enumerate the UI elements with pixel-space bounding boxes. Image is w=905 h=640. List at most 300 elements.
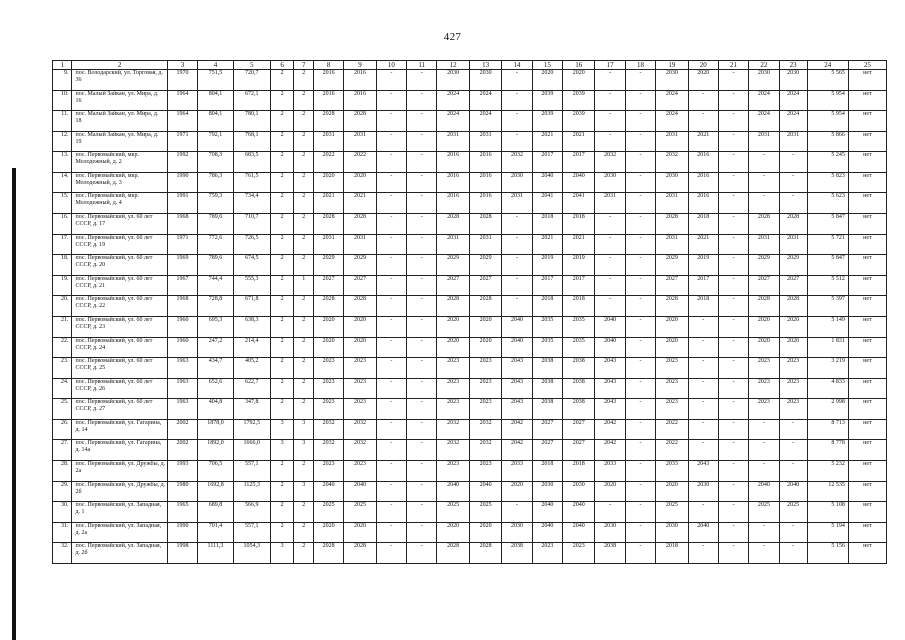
cell-hot-water: 2018 xyxy=(562,296,594,317)
cell-heat-supply: 2027 xyxy=(469,275,501,296)
cell-sewerage: 2038 xyxy=(595,543,625,564)
cell-elevator: - xyxy=(625,152,655,173)
cell-living-area: 683,5 xyxy=(233,152,270,173)
cell-cold-water-meter: - xyxy=(749,522,779,543)
cell-heat-meter: - xyxy=(688,440,718,461)
cell-hot-water-meter: - xyxy=(779,172,807,193)
cell-cold-water-meter: 2023 xyxy=(749,399,779,420)
cell-total-area: 789,6 xyxy=(198,214,234,235)
cell-floors: 3 xyxy=(270,440,294,461)
cell-address: пос. Малый Зайкан, ул. Мира, д. 19 xyxy=(72,131,167,152)
cell-gas-meter: - xyxy=(718,481,748,502)
cell-cold-water: 2023 xyxy=(532,543,562,564)
cell-floors: 2 xyxy=(270,337,294,358)
cell-metering-units: 2022 xyxy=(656,419,688,440)
table-row xyxy=(53,131,887,152)
cell-cold-water: 2041 xyxy=(532,193,562,214)
cell-facade-repair: 2023 xyxy=(344,399,376,420)
cell-floors: 2 xyxy=(270,316,294,337)
cell-metering-units: 2027 xyxy=(656,275,688,296)
cell-roof-repair: 2032 xyxy=(313,440,343,461)
cell-sewerage: 2042 xyxy=(595,440,625,461)
cell-row-number: 30. xyxy=(53,502,72,523)
table-row xyxy=(53,358,887,379)
cell-hot-water: 2038 xyxy=(562,358,594,379)
cell-total-area: 1892,0 xyxy=(198,440,234,461)
cell-cold-water-meter: 2020 xyxy=(749,337,779,358)
cell-cultural-heritage: нет xyxy=(848,131,886,152)
cell-roof-repair: 2020 xyxy=(313,172,343,193)
cell-facade-repair: 2020 xyxy=(344,316,376,337)
cell-row-number: 16. xyxy=(53,214,72,235)
cell-gas-meter: - xyxy=(718,358,748,379)
cell-floors: 2 xyxy=(270,481,294,502)
cell-hot-water-meter: 2023 xyxy=(779,378,807,399)
cell-facade-repair: 2027 xyxy=(344,275,376,296)
cell-year-built: 1965 xyxy=(167,502,197,523)
cell-heat-meter: 2016 xyxy=(688,172,718,193)
cell-hot-water-meter: - xyxy=(779,460,807,481)
cell-foundation-repair: - xyxy=(407,152,437,173)
cell-cultural-heritage: нет xyxy=(848,481,886,502)
cell-hot-water: 2030 xyxy=(562,481,594,502)
table-row xyxy=(53,234,887,255)
cell-gas-meter: - xyxy=(718,90,748,111)
cell-cold-water-meter: 2028 xyxy=(749,214,779,235)
cell-cost: 5 721 xyxy=(807,234,848,255)
cell-metering-units: 2023 xyxy=(656,358,688,379)
cell-electric-supply: 2032 xyxy=(437,440,469,461)
cell-cold-water: 2038 xyxy=(532,358,562,379)
cell-heat-meter: - xyxy=(688,90,718,111)
cell-gas-meter: - xyxy=(718,214,748,235)
cell-foundation-repair: - xyxy=(407,337,437,358)
cell-foundation-repair: - xyxy=(407,70,437,91)
cell-hot-water: 2017 xyxy=(562,275,594,296)
cell-entrances: 3 xyxy=(294,481,313,502)
cell-gas-supply: 2043 xyxy=(502,399,532,420)
cell-sewerage: - xyxy=(595,275,625,296)
cell-cold-water-meter: 2030 xyxy=(749,70,779,91)
column-number-17: 17 xyxy=(595,61,625,70)
cell-metering-units: 2020 xyxy=(656,316,688,337)
cell-living-area: 1054,3 xyxy=(233,543,270,564)
cell-cost: 8 778 xyxy=(807,440,848,461)
cell-cold-water-meter: - xyxy=(749,419,779,440)
table-row xyxy=(53,460,887,481)
cell-entrances: 2 xyxy=(294,378,313,399)
cell-basement-repair: - xyxy=(376,234,406,255)
cell-roof-repair: 2016 xyxy=(313,90,343,111)
cell-roof-repair: 2023 xyxy=(313,378,343,399)
cell-sewerage: - xyxy=(595,255,625,276)
cell-gas-supply: - xyxy=(502,502,532,523)
cell-total-area: 772,6 xyxy=(198,234,234,255)
cell-year-built: 1960 xyxy=(167,337,197,358)
cell-year-built: 1963 xyxy=(167,358,197,379)
cell-gas-meter: - xyxy=(718,378,748,399)
cell-hot-water: 2019 xyxy=(562,255,594,276)
cell-cost: 5 149 xyxy=(807,316,848,337)
column-number-5: 5 xyxy=(233,61,270,70)
cell-year-built: 1960 xyxy=(167,316,197,337)
cell-heat-supply: 2020 xyxy=(469,316,501,337)
cell-floors: 2 xyxy=(270,296,294,317)
cell-roof-repair: 2028 xyxy=(313,111,343,132)
column-number-13: 13 xyxy=(469,61,501,70)
cell-total-area: 804,1 xyxy=(198,111,234,132)
cell-metering-units: 2030 xyxy=(656,522,688,543)
cell-cost: 5 866 xyxy=(807,131,848,152)
cell-electric-supply: 2016 xyxy=(437,152,469,173)
cell-entrances: 2 xyxy=(294,90,313,111)
cell-total-area: 792,1 xyxy=(198,131,234,152)
cell-entrances: 1 xyxy=(294,275,313,296)
table-row xyxy=(53,111,887,132)
cell-cost: 5 156 xyxy=(807,543,848,564)
cell-address: пос. Первомайский, ул. 60 лет СССР, д. 20 xyxy=(72,255,167,276)
cell-address: пос. Первомайский, ул. 60 лет СССР, д. 21 xyxy=(72,275,167,296)
cell-total-area: 706,5 xyxy=(198,460,234,481)
cell-roof-repair: 2028 xyxy=(313,296,343,317)
cell-cold-water-meter: - xyxy=(749,193,779,214)
cell-hot-water: 2017 xyxy=(562,152,594,173)
cell-elevator: - xyxy=(625,522,655,543)
cell-electric-supply: 2023 xyxy=(437,358,469,379)
cell-total-area: 708,3 xyxy=(198,152,234,173)
cell-address: пос. Первомайский, ул. Гагарина, д. 14а xyxy=(72,440,167,461)
cell-floors: 2 xyxy=(270,378,294,399)
table-row xyxy=(53,316,887,337)
cell-electric-supply: 2029 xyxy=(437,255,469,276)
column-number-24: 24 xyxy=(807,61,848,70)
cell-row-number: 32. xyxy=(53,543,72,564)
cell-metering-units: 2025 xyxy=(656,502,688,523)
cell-heat-supply: 2031 xyxy=(469,131,501,152)
table-body xyxy=(53,70,887,564)
table-row xyxy=(53,440,887,461)
cell-heat-meter: 2018 xyxy=(688,296,718,317)
cell-gas-meter: - xyxy=(718,337,748,358)
cell-heat-meter: 2043 xyxy=(688,460,718,481)
cell-hot-water: 2018 xyxy=(562,214,594,235)
cell-roof-repair: 2032 xyxy=(313,419,343,440)
table-row xyxy=(53,193,887,214)
cell-elevator: - xyxy=(625,502,655,523)
cell-year-built: 2002 xyxy=(167,440,197,461)
cell-year-built: 1970 xyxy=(167,70,197,91)
cell-electric-supply: 2031 xyxy=(437,234,469,255)
cell-gas-meter: - xyxy=(718,399,748,420)
cell-year-built: 1968 xyxy=(167,296,197,317)
cell-gas-meter: - xyxy=(718,255,748,276)
cell-row-number: 29. xyxy=(53,481,72,502)
cell-floors: 2 xyxy=(270,214,294,235)
cell-basement-repair: - xyxy=(376,296,406,317)
cell-basement-repair: - xyxy=(376,419,406,440)
cell-sewerage: 2033 xyxy=(595,460,625,481)
table-row xyxy=(53,172,887,193)
cell-roof-repair: 2016 xyxy=(313,70,343,91)
cell-living-area: 566,9 xyxy=(233,502,270,523)
cell-cold-water-meter: 2023 xyxy=(749,358,779,379)
cell-heat-meter: 2021 xyxy=(688,131,718,152)
cell-cold-water: 2039 xyxy=(532,111,562,132)
cell-heat-meter: - xyxy=(688,358,718,379)
cell-row-number: 27. xyxy=(53,440,72,461)
cell-address: пос. Первомайский, ул. 60 лет СССР, д. 24 xyxy=(72,337,167,358)
cell-roof-repair: 2023 xyxy=(313,358,343,379)
column-number-15: 15 xyxy=(532,61,562,70)
cell-heat-supply: 2029 xyxy=(469,255,501,276)
column-number-23: 23 xyxy=(779,61,807,70)
cell-gas-meter: - xyxy=(718,172,748,193)
cell-foundation-repair: - xyxy=(407,131,437,152)
cell-cost: 5 847 xyxy=(807,214,848,235)
cell-gas-supply: - xyxy=(502,90,532,111)
cell-row-number: 17. xyxy=(53,234,72,255)
cell-elevator: - xyxy=(625,70,655,91)
cell-roof-repair: 2028 xyxy=(313,543,343,564)
cell-heat-meter: 2019 xyxy=(688,255,718,276)
cell-floors: 2 xyxy=(270,90,294,111)
cell-cold-water-meter: - xyxy=(749,543,779,564)
cell-electric-supply: 2028 xyxy=(437,543,469,564)
cell-elevator: - xyxy=(625,460,655,481)
cell-foundation-repair: - xyxy=(407,214,437,235)
cell-address: пос. Первомайский, мкр. Молодежный, д. 3 xyxy=(72,172,167,193)
cell-basement-repair: - xyxy=(376,522,406,543)
cell-cost: 3 219 xyxy=(807,358,848,379)
column-number-11: 11 xyxy=(407,61,437,70)
cell-address: пос. Первомайский, ул. 60 лет СССР, д. 27 xyxy=(72,399,167,420)
cell-row-number: 26. xyxy=(53,419,72,440)
cell-hot-water-meter: 2040 xyxy=(779,481,807,502)
column-number-16: 16 xyxy=(562,61,594,70)
cell-basement-repair: - xyxy=(376,337,406,358)
cell-electric-supply: 2032 xyxy=(437,419,469,440)
column-number-21: 21 xyxy=(718,61,748,70)
cell-heat-supply: 2040 xyxy=(469,481,501,502)
cell-heat-meter: 2040 xyxy=(688,522,718,543)
table-row xyxy=(53,214,887,235)
cell-hot-water-meter: 2020 xyxy=(779,337,807,358)
cell-hot-water: 2040 xyxy=(562,522,594,543)
cell-elevator: - xyxy=(625,399,655,420)
cell-cold-water-meter: 2029 xyxy=(749,255,779,276)
cell-year-built: 1967 xyxy=(167,275,197,296)
cell-heat-meter: - xyxy=(688,316,718,337)
cell-cold-water-meter: - xyxy=(749,172,779,193)
cell-gas-meter: - xyxy=(718,131,748,152)
cell-heat-meter: 2016 xyxy=(688,193,718,214)
cell-sewerage: - xyxy=(595,70,625,91)
cell-metering-units: 2018 xyxy=(656,543,688,564)
cell-hot-water: 2038 xyxy=(562,399,594,420)
cell-cold-water-meter: - xyxy=(749,152,779,173)
cell-cold-water: 2040 xyxy=(532,172,562,193)
cell-entrances: 2 xyxy=(294,214,313,235)
cell-foundation-repair: - xyxy=(407,378,437,399)
cell-total-area: 751,5 xyxy=(198,70,234,91)
cell-year-built: 1991 xyxy=(167,193,197,214)
cell-cost: 5 232 xyxy=(807,460,848,481)
cell-hot-water-meter: 2030 xyxy=(779,70,807,91)
cell-facade-repair: 2032 xyxy=(344,419,376,440)
cell-cultural-heritage: нет xyxy=(848,399,886,420)
column-number-19: 19 xyxy=(656,61,688,70)
cell-year-built: 2002 xyxy=(167,419,197,440)
cell-cost: 2 998 xyxy=(807,399,848,420)
cell-heat-supply: 2032 xyxy=(469,419,501,440)
cell-cost: 5 823 xyxy=(807,172,848,193)
cell-gas-meter: - xyxy=(718,152,748,173)
cell-cold-water-meter: - xyxy=(749,460,779,481)
cell-electric-supply: 2020 xyxy=(437,316,469,337)
cell-foundation-repair: - xyxy=(407,193,437,214)
cell-metering-units: 2024 xyxy=(656,111,688,132)
cell-sewerage: 2030 xyxy=(595,172,625,193)
cell-entrances: 2 xyxy=(294,131,313,152)
cell-entrances: 2 xyxy=(294,399,313,420)
cell-gas-meter: - xyxy=(718,522,748,543)
cell-gas-meter: - xyxy=(718,419,748,440)
cell-cold-water: 2035 xyxy=(532,337,562,358)
cell-living-area: 405,2 xyxy=(233,358,270,379)
cell-heat-meter: 2030 xyxy=(688,481,718,502)
cell-floors: 2 xyxy=(270,522,294,543)
cell-electric-supply: 2028 xyxy=(437,296,469,317)
cell-address: пос. Первомайский, ул. Западная, д. 1 xyxy=(72,502,167,523)
cell-elevator: - xyxy=(625,131,655,152)
cell-cultural-heritage: нет xyxy=(848,337,886,358)
cell-total-area: 804,1 xyxy=(198,90,234,111)
cell-address: пос. Малый Зайкан, ул. Мира, д. 16 xyxy=(72,90,167,111)
cell-floors: 2 xyxy=(270,502,294,523)
cell-cold-water: 2018 xyxy=(532,460,562,481)
cell-cold-water: 2027 xyxy=(532,440,562,461)
cell-total-area: 759,3 xyxy=(198,193,234,214)
cell-total-area: 1111,3 xyxy=(198,543,234,564)
cell-cultural-heritage: нет xyxy=(848,172,886,193)
cell-address: пос. Первомайский, ул. Дружбы, д. 2а xyxy=(72,460,167,481)
cell-cold-water: 2018 xyxy=(532,214,562,235)
cell-cold-water: 2020 xyxy=(532,70,562,91)
cell-gas-supply: - xyxy=(502,131,532,152)
cell-heat-supply: 2020 xyxy=(469,337,501,358)
cell-row-number: 18. xyxy=(53,255,72,276)
cell-living-area: 557,1 xyxy=(233,522,270,543)
cell-row-number: 10. xyxy=(53,90,72,111)
cell-hot-water: 2023 xyxy=(562,543,594,564)
cell-elevator: - xyxy=(625,543,655,564)
cell-electric-supply: 2027 xyxy=(437,275,469,296)
cell-year-built: 1971 xyxy=(167,234,197,255)
cell-hot-water-meter: 2025 xyxy=(779,502,807,523)
cell-floors: 2 xyxy=(270,399,294,420)
cell-foundation-repair: - xyxy=(407,481,437,502)
cell-roof-repair: 2021 xyxy=(313,193,343,214)
cell-basement-repair: - xyxy=(376,543,406,564)
cell-total-area: 247,2 xyxy=(198,337,234,358)
cell-elevator: - xyxy=(625,214,655,235)
cell-basement-repair: - xyxy=(376,172,406,193)
cell-heat-supply: 2023 xyxy=(469,399,501,420)
cell-cost: 5 954 xyxy=(807,90,848,111)
cell-gas-meter: - xyxy=(718,275,748,296)
cell-cold-water-meter: 2028 xyxy=(749,296,779,317)
cell-hot-water: 2027 xyxy=(562,440,594,461)
cell-cultural-heritage: нет xyxy=(848,358,886,379)
scan-edge-bar xyxy=(12,168,16,640)
cell-heat-supply: 2032 xyxy=(469,440,501,461)
cell-roof-repair: 2023 xyxy=(313,399,343,420)
cell-floors: 2 xyxy=(270,172,294,193)
cell-sewerage: 2040 xyxy=(595,316,625,337)
cell-gas-supply: - xyxy=(502,70,532,91)
cell-metering-units: 2030 xyxy=(656,70,688,91)
table-row xyxy=(53,255,887,276)
cell-year-built: 1971 xyxy=(167,131,197,152)
cell-hot-water-meter: 2028 xyxy=(779,214,807,235)
cell-gas-meter: - xyxy=(718,111,748,132)
cell-floors: 2 xyxy=(270,70,294,91)
cell-cold-water-meter: 2031 xyxy=(749,131,779,152)
cell-facade-repair: 2031 xyxy=(344,234,376,255)
cell-cultural-heritage: нет xyxy=(848,234,886,255)
cell-entrances: 2 xyxy=(294,296,313,317)
cell-hot-water: 2039 xyxy=(562,90,594,111)
cell-basement-repair: - xyxy=(376,275,406,296)
column-number-12: 12 xyxy=(437,61,469,70)
cell-entrances: 2 xyxy=(294,337,313,358)
cell-gas-meter: - xyxy=(718,440,748,461)
cell-gas-supply: 2030 xyxy=(502,522,532,543)
cell-cold-water: 2027 xyxy=(532,419,562,440)
cell-basement-repair: - xyxy=(376,193,406,214)
cell-row-number: 24. xyxy=(53,378,72,399)
cell-address: пос. Первомайский, ул. 60 лет СССР, д. 23 xyxy=(72,316,167,337)
cell-floors: 2 xyxy=(270,152,294,173)
cell-hot-water-meter: - xyxy=(779,419,807,440)
cell-facade-repair: 2025 xyxy=(344,502,376,523)
cell-gas-meter: - xyxy=(718,296,748,317)
cell-basement-repair: - xyxy=(376,152,406,173)
cell-electric-supply: 2024 xyxy=(437,90,469,111)
cell-cold-water: 2040 xyxy=(532,522,562,543)
table-row xyxy=(53,543,887,564)
cell-year-built: 1968 xyxy=(167,214,197,235)
cell-heat-supply: 2031 xyxy=(469,234,501,255)
cell-heat-meter: - xyxy=(688,502,718,523)
cell-elevator: - xyxy=(625,378,655,399)
cell-row-number: 25. xyxy=(53,399,72,420)
cell-cold-water-meter: 2023 xyxy=(749,378,779,399)
cell-year-built: 1990 xyxy=(167,172,197,193)
column-number-row xyxy=(53,61,887,70)
cell-foundation-repair: - xyxy=(407,419,437,440)
cell-foundation-repair: - xyxy=(407,502,437,523)
cell-cold-water-meter: 2025 xyxy=(749,502,779,523)
cell-metering-units: 2020 xyxy=(656,481,688,502)
cell-gas-meter: - xyxy=(718,193,748,214)
cell-foundation-repair: - xyxy=(407,316,437,337)
cell-hot-water-meter: 2024 xyxy=(779,111,807,132)
cell-gas-meter: - xyxy=(718,234,748,255)
cell-basement-repair: - xyxy=(376,316,406,337)
cell-living-area: 214,4 xyxy=(233,337,270,358)
cell-heat-meter: - xyxy=(688,399,718,420)
